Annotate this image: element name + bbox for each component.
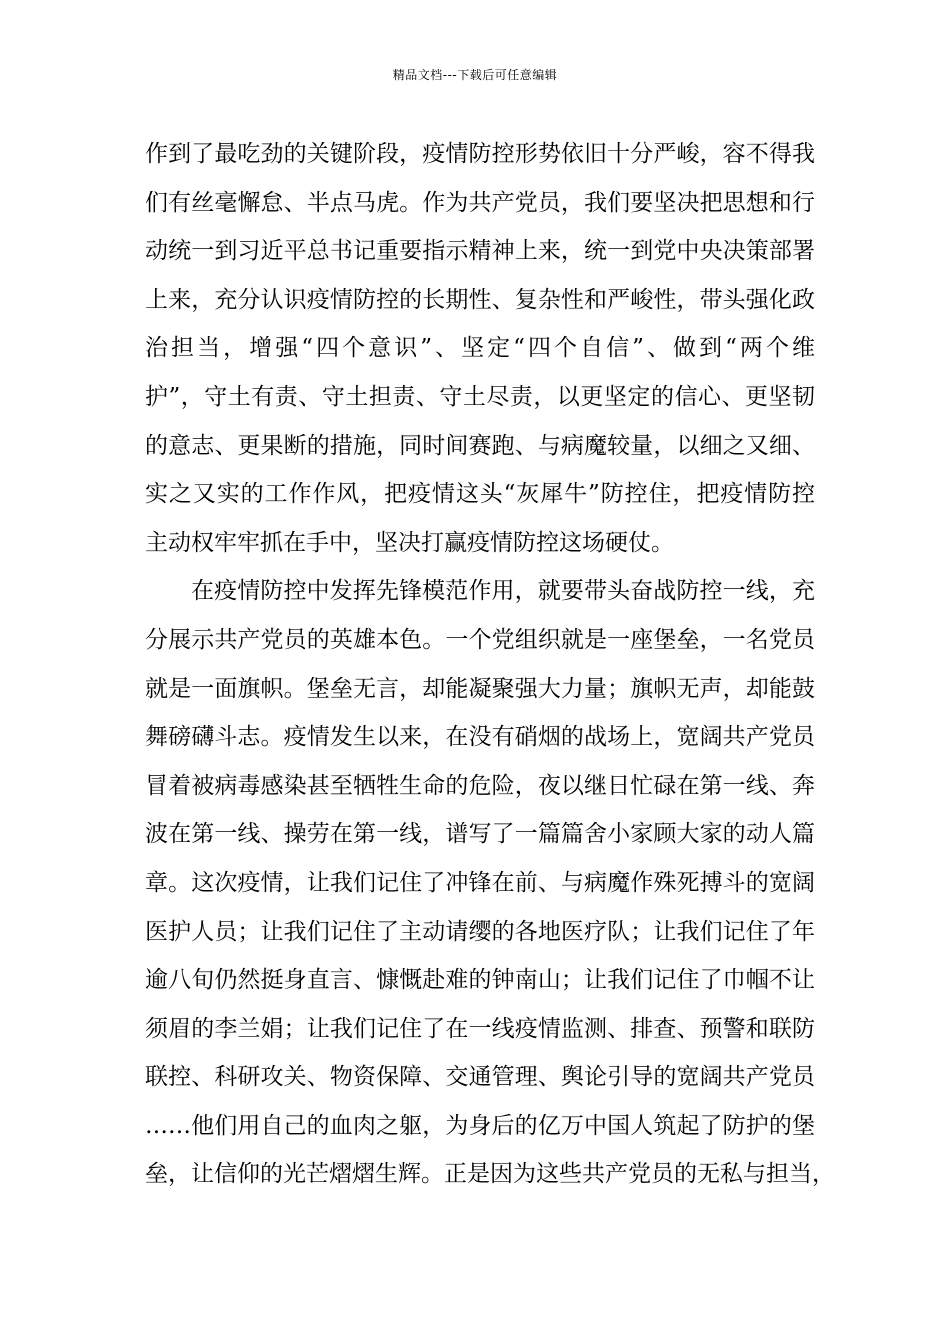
text-line: 上来，充分认识疫情防控的长期性、复杂性和严峻性，带头强化政: [145, 286, 815, 313]
text-line: 须眉的李兰娟；让我们记住了在一线疫情监测、排查、预警和联防: [145, 1015, 815, 1042]
text-line: 动统一到习近平总书记重要指示精神上来，统一到党中央决策部署: [145, 238, 815, 265]
text-line: 章。这次疫情，让我们记住了冲锋在前、与病魔作殊死搏斗的宽阔: [145, 869, 815, 896]
text-line: 们有丝毫懈怠、半点马虎。作为共产党员，我们要坚决把思想和行: [145, 189, 815, 216]
text-line: 逾八旬仍然挺身直言、慷慨赴难的钟南山；让我们记住了巾帼不让: [145, 967, 815, 994]
page-header: 精品文档---下载后可任意编辑: [392, 68, 558, 82]
text-line: 分展示共产党员的英雄本色。一个党组织就是一座堡垒，一名党员: [145, 626, 815, 653]
paragraph: [145, 130, 815, 567]
text-line: 医护人员；让我们记住了主动请缨的各地医疗队；让我们记住了年: [145, 918, 815, 945]
text-line: 作到了最吃劲的关键阶段，疫情防控形势依旧十分严峻，容不得我: [145, 141, 815, 167]
text-line: 联控、科研攻关、物资保障、交通管理、舆论引导的宽阔共产党员: [145, 1064, 815, 1091]
text-line: 治担当，增强“四个意识”、坚定“四个自信”、做到“两个维: [145, 335, 815, 362]
text-line: 冒着被病毒感染甚至牺牲生命的危险，夜以继日忙碌在第一线、奔: [145, 772, 815, 799]
document-body: [145, 130, 835, 1199]
text-line: 主动权牢牢抓在手中，坚决打赢疫情防控这场硬仗。: [145, 529, 674, 556]
text-line: 的意志、更果断的措施，同时间赛跑、与病魔较量，以细之又细、: [145, 432, 815, 459]
text-line: 实之又实的工作作风，把疫情这头“灰犀牛”防控住，把疫情防控: [145, 481, 815, 508]
text-line: ……他们用自己的血肉之躯，为身后的亿万中国人筑起了防护的堡: [145, 1112, 815, 1139]
text-line: 垒，让信仰的光芒熠熠生辉。正是因为这些共产党员的无私与担当，: [145, 1161, 835, 1188]
text-line: 就是一面旗帜。堡垒无言，却能凝聚强大力量；旗帜无声，却能鼓: [145, 675, 815, 702]
text-line: 波在第一线、操劳在第一线，谱写了一篇篇舍小家顾大家的动人篇: [145, 821, 815, 848]
text-line: 舞磅礴斗志。疫情发生以来，在没有硝烟的战场上，宽阔共产党员: [145, 724, 815, 751]
text-line: 在疫情防控中发挥先锋模范作用，就要带头奋战防控一线，充: [191, 578, 815, 605]
paragraph: [145, 567, 835, 1199]
text-line: 护”，守土有责、守土担责、守土尽责，以更坚定的信心、更坚韧: [145, 383, 815, 410]
